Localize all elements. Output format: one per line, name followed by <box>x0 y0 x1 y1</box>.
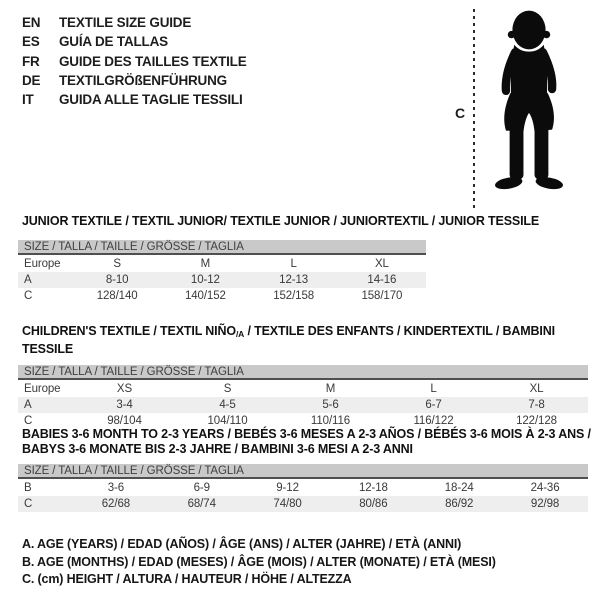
size-header-bar: SIZE / TALLA / TAILLE / GRÖSSE / TAGLIA <box>18 365 588 380</box>
cell: XL <box>529 383 544 395</box>
table-row <box>18 256 426 272</box>
cell: 5-6 <box>322 399 339 411</box>
row-label: Europe <box>24 383 61 395</box>
language-code: ES <box>22 34 40 50</box>
language-code: IT <box>22 92 34 108</box>
cell: 158/170 <box>361 290 403 302</box>
cell: 12-13 <box>279 274 309 286</box>
language-label: GUÍA DE TALLAS <box>59 34 168 50</box>
height-dashed-line <box>473 9 475 208</box>
size-header-bar: SIZE / TALLA / TAILLE / GRÖSSE / TAGLIA <box>18 464 588 479</box>
cell: L <box>430 383 437 395</box>
table-row <box>18 496 588 512</box>
cell: 68/74 <box>187 498 216 510</box>
table-row <box>18 381 588 397</box>
children-textile-section <box>18 324 600 429</box>
cell: 12-18 <box>358 482 388 494</box>
height-measure-label: C <box>454 105 466 121</box>
cell: M <box>200 258 211 270</box>
children-size-table <box>18 381 588 429</box>
cell: L <box>290 258 297 270</box>
table-row <box>18 288 426 304</box>
cell: 9-12 <box>276 482 299 494</box>
language-label: TEXTILGRÖßENFÜHRUNG <box>59 72 227 88</box>
row-label: B <box>24 482 32 494</box>
junior-size-table <box>18 256 426 304</box>
babies-title-line1: BABIES 3-6 MONTH TO 2-3 YEARS / BEBÉS 3-6 MESES A 2-3 AÑOS / BÉBÉS 3-6 MOIS À 2-3 ANS / <box>22 427 591 441</box>
cell: 6-7 <box>425 399 442 411</box>
language-row-en <box>22 13 247 32</box>
row-label: Europe <box>24 258 61 270</box>
table-row <box>18 397 588 413</box>
row-label: C <box>24 415 33 427</box>
cell: 80/86 <box>359 498 388 510</box>
junior-section-title: JUNIOR TEXTILE / TEXTIL JUNIOR/ TEXTILE JUNIOR / JUNIORTEXTIL / JUNIOR TESSILE <box>22 214 540 228</box>
title-sub: /A <box>235 329 245 339</box>
cell: 8-10 <box>105 274 129 286</box>
cell: 86/92 <box>445 498 474 510</box>
cell: 116/122 <box>413 415 454 427</box>
cell: 3-6 <box>107 482 125 494</box>
cell: 110/116 <box>310 415 351 427</box>
children-section-title <box>22 324 600 357</box>
language-label: GUIDA ALLE TAGLIE TESSILI <box>59 92 243 108</box>
cell: 98/104 <box>107 415 142 427</box>
language-row-es <box>22 32 247 51</box>
row-label: C <box>24 498 33 510</box>
cell: 10-12 <box>190 274 220 286</box>
title-post: / TEXTILE DES ENFANTS / KINDERTEXTIL / BAMBINI TESSILE <box>22 324 555 356</box>
note-age-months: B. AGE (MONTHS) / EDAD (MESES) / ÂGE (MOIS) / ALTER (MONATE) / ETÀ (MESI) <box>22 554 496 569</box>
size-header-bar: SIZE / TALLA / TAILLE / GRÖSSE / TAGLIA <box>18 240 426 255</box>
cell: 4-5 <box>219 399 236 411</box>
language-code: DE <box>22 72 41 88</box>
cell: 6-9 <box>193 482 210 494</box>
cell: 92/98 <box>530 498 560 510</box>
cell: 18-24 <box>444 482 474 494</box>
language-label: TEXTILE SIZE GUIDE <box>59 15 192 30</box>
row-label: A <box>24 274 32 286</box>
cell: XL <box>374 258 389 270</box>
cell: XS <box>116 383 133 395</box>
cell: 122/128 <box>516 415 557 427</box>
baby-silhouette-image <box>479 6 579 209</box>
cell: 62/68 <box>101 498 131 510</box>
cell: 7-8 <box>528 399 545 411</box>
language-title-list <box>22 13 247 109</box>
cell: 74/80 <box>273 498 302 510</box>
cell: M <box>325 383 336 395</box>
row-label: A <box>24 399 32 411</box>
note-height-cm: C. (cm) HEIGHT / ALTURA / HAUTEUR / HÖHE / ALTEZZA <box>22 572 352 586</box>
babies-title-line2: BABYS 3-6 MONATE BIS 2-3 JAHRE / BAMBINI 3-6 MESI A 2-3 ANNI <box>22 442 413 456</box>
table-row <box>18 480 588 496</box>
table-row <box>18 272 426 288</box>
babies-section-title <box>18 427 591 457</box>
cell: 152/158 <box>273 290 315 302</box>
babies-textile-section <box>18 427 591 512</box>
language-row-it <box>22 90 247 109</box>
junior-textile-section <box>18 214 539 304</box>
title-pre: CHILDREN'S TEXTILE / TEXTIL NIÑO <box>22 324 236 338</box>
cell: 24-36 <box>530 482 560 494</box>
cell: 14-16 <box>367 274 397 286</box>
language-row-fr <box>22 52 247 71</box>
cell: 104/110 <box>207 415 248 427</box>
row-label: C <box>24 290 33 302</box>
cell: S <box>113 258 121 270</box>
note-age-years: A. AGE (YEARS) / EDAD (AÑOS) / ÂGE (ANS) / ALTER (JAHRE) / ETÀ (ANNI) <box>22 537 462 551</box>
cell: 3-4 <box>116 399 133 411</box>
language-code: EN <box>22 15 41 30</box>
babies-size-table <box>18 480 588 512</box>
cell: 128/140 <box>96 290 138 302</box>
language-row-de <box>22 71 247 90</box>
cell: S <box>223 383 232 395</box>
language-code: FR <box>22 53 40 69</box>
cell: 140/152 <box>184 290 226 302</box>
language-label: GUIDE DES TAILLES TEXTILE <box>59 53 247 69</box>
legend-notes <box>22 536 496 589</box>
